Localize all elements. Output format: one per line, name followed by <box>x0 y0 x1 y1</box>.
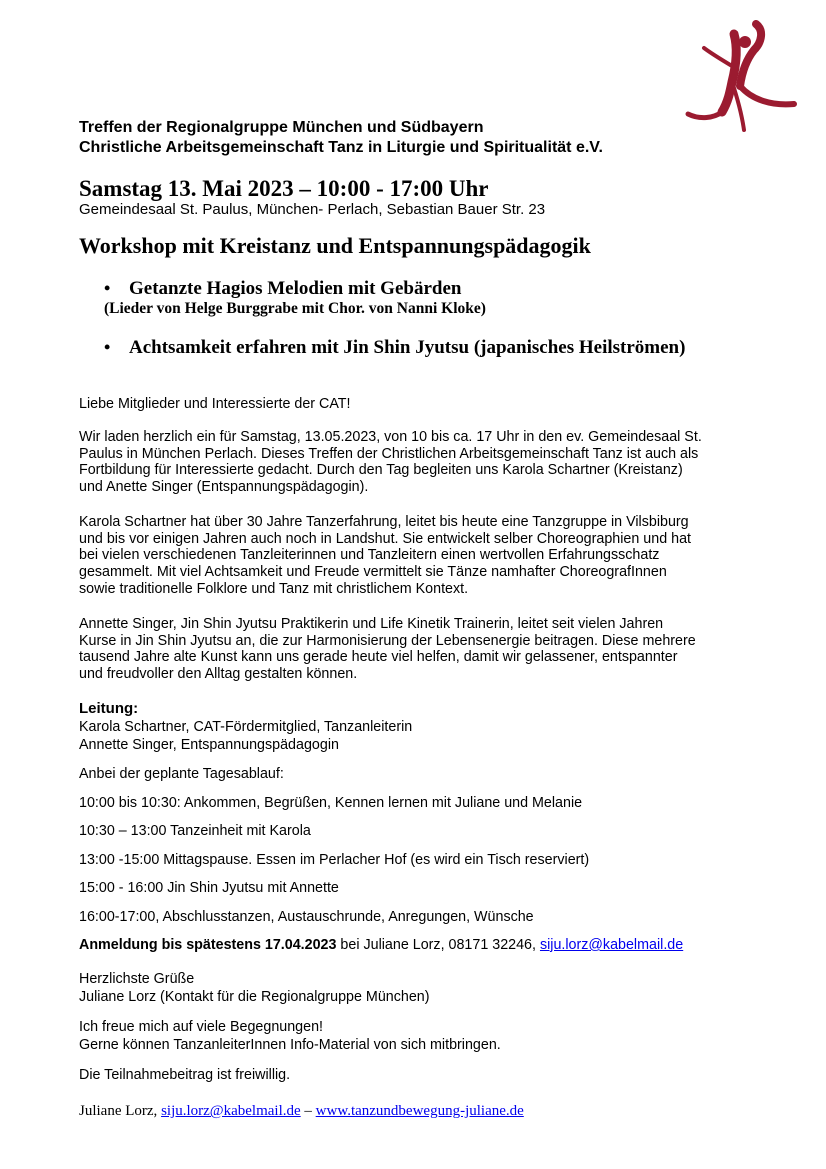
text-line: bei vielen verschiedenen Tanzleiterinnen und Tanzleitern einen wertvollen Erfahrungsschatz <box>79 547 660 564</box>
text-line: tausend Jahre alte Kunst kann uns gerade heute viel helfen, damit wir gelassener, entspannter <box>79 649 678 666</box>
registration-contact: bei Juliane Lorz, 08171 32246, <box>336 937 540 953</box>
leitung-line: Karola Schartner, CAT-Fördermitglied, Tanzanleiterin <box>79 719 413 735</box>
schedule-item: 13:00 -15:00 Mittagspause. Essen im Perlacher Hof (es wird ein Tisch reserviert) <box>79 852 590 868</box>
bullet-item <box>104 278 724 300</box>
text-line: und Anette Singer (Entspannungspädagogin). <box>79 479 369 496</box>
footer-website-link[interactable]: www.tanzundbewegung-juliane.de <box>315 1103 524 1119</box>
schedule-intro: Anbei der geplante Tagesablauf: <box>79 766 284 782</box>
leitung-heading: Leitung: <box>79 700 139 717</box>
text-line: Fortbildung für Interessierte gedacht. Durch den Tag begleiten uns Karola Schartner (Kreistanz) <box>79 462 683 479</box>
closing-note: Gerne können TanzanleiterInnen Info-Material von sich mitbringen. <box>79 1037 501 1053</box>
schedule-item: 16:00-17:00, Abschlusstanzen, Austauschrunde, Anregungen, Wünsche <box>79 909 534 925</box>
text-line: gesammelt. Mit viel Achtsamkeit und Freude vermittelt sie Tänze namhafter ChoreografInnen <box>79 564 667 581</box>
closing-note: Ich freue mich auf viele Begegnungen! <box>79 1019 324 1035</box>
text-line: Karola Schartner hat über 30 Jahre Tanzerfahrung, leitet bis heute eine Tanzgruppe in Vilsbiburg <box>79 514 689 530</box>
dancer-logo-icon <box>682 20 800 132</box>
text-line: und freudvoller den Alltag gestalten können. <box>79 666 358 683</box>
footer-name: Juliane Lorz, <box>79 1103 162 1119</box>
text-line: Wir laden herzlich ein für Samstag, 13.05.2023, von 10 bis ca. 17 Uhr in den ev. Gemeindesaal St. <box>79 429 702 445</box>
paragraph-karola <box>79 514 749 598</box>
schedule-item: 10:30 – 13:00 Tanzeinheit mit Karola <box>79 823 311 839</box>
text-line: Annette Singer, Jin Shin Jyutsu Praktikerin und Life Kinetik Trainerin, leitet seit vielen Jahren <box>79 616 664 632</box>
registration-email-link[interactable]: siju.lorz@kabelmail.de <box>539 937 684 953</box>
bullet-title: Achtsamkeit erfahren mit Jin Shin Jyutsu (japanisches Heilströmen) <box>129 337 686 358</box>
org-line-2: Christliche Arbeitsgemeinschaft Tanz in Liturgie und Spiritualität e.V. <box>79 139 603 156</box>
text-line: Kurse in Jin Shin Jyutsu an, die zur Harmonisierung der Lebensenergie beitragen. Diese mehrere <box>79 632 696 649</box>
registration-line <box>79 937 749 954</box>
schedule-item: 10:00 bis 10:30: Ankommen, Begrüßen, Kennen lernen mit Juliane und Melanie <box>79 795 583 811</box>
fee-note: Die Teilnahmebeitrag ist freiwillig. <box>79 1067 291 1083</box>
paragraph-annette <box>79 616 749 683</box>
bullet-icon: • <box>104 278 111 298</box>
org-line-1: Treffen der Regionalgruppe München und Südbayern <box>79 119 484 136</box>
bullet-subtitle: (Lieder von Helge Burggrabe mit Chor. von Nanni Kloke) <box>104 300 486 317</box>
leitung-line: Annette Singer, Entspannungspädagogin <box>79 737 339 753</box>
workshop-title: Workshop mit Kreistanz und Entspannungspädagogik <box>79 233 591 258</box>
footer-separator: – <box>300 1103 316 1119</box>
text-line: sowie traditionelle Folklore und Tanz mit christlichem Kontext. <box>79 580 469 597</box>
text-line: Paulus in München Perlach. Dieses Treffen der Christlichen Arbeitsgemeinschaft Tanz ist auch als <box>79 445 699 462</box>
event-venue: Gemeindesaal St. Paulus, München- Perlach, Sebastian Bauer Str. 23 <box>79 201 546 218</box>
organization-heading <box>79 118 779 158</box>
bullet-item <box>104 337 724 359</box>
text-line: und bis vor einigen Jahren auch noch in Landshut. Sie entwickelt selber Choreographien und hat <box>79 530 691 547</box>
paragraph-invitation <box>79 429 749 496</box>
footer-email-link[interactable]: siju.lorz@kabelmail.de <box>161 1103 301 1119</box>
greeting: Liebe Mitglieder und Interessierte der CAT! <box>79 396 351 412</box>
closing-signature: Juliane Lorz (Kontakt für die Regionalgruppe München) <box>79 989 430 1005</box>
footer <box>79 1102 524 1120</box>
event-date: Samstag 13. Mai 2023 – 10:00 - 17:00 Uhr <box>79 176 489 201</box>
bullet-icon: • <box>104 337 111 357</box>
closing-greeting: Herzlichste Grüße <box>79 971 195 987</box>
bullet-title: Getanzte Hagios Melodien mit Gebärden <box>129 278 462 299</box>
schedule-item: 15:00 - 16:00 Jin Shin Jyutsu mit Annette <box>79 880 339 896</box>
registration-deadline: Anmeldung bis spätestens 17.04.2023 <box>79 937 337 953</box>
